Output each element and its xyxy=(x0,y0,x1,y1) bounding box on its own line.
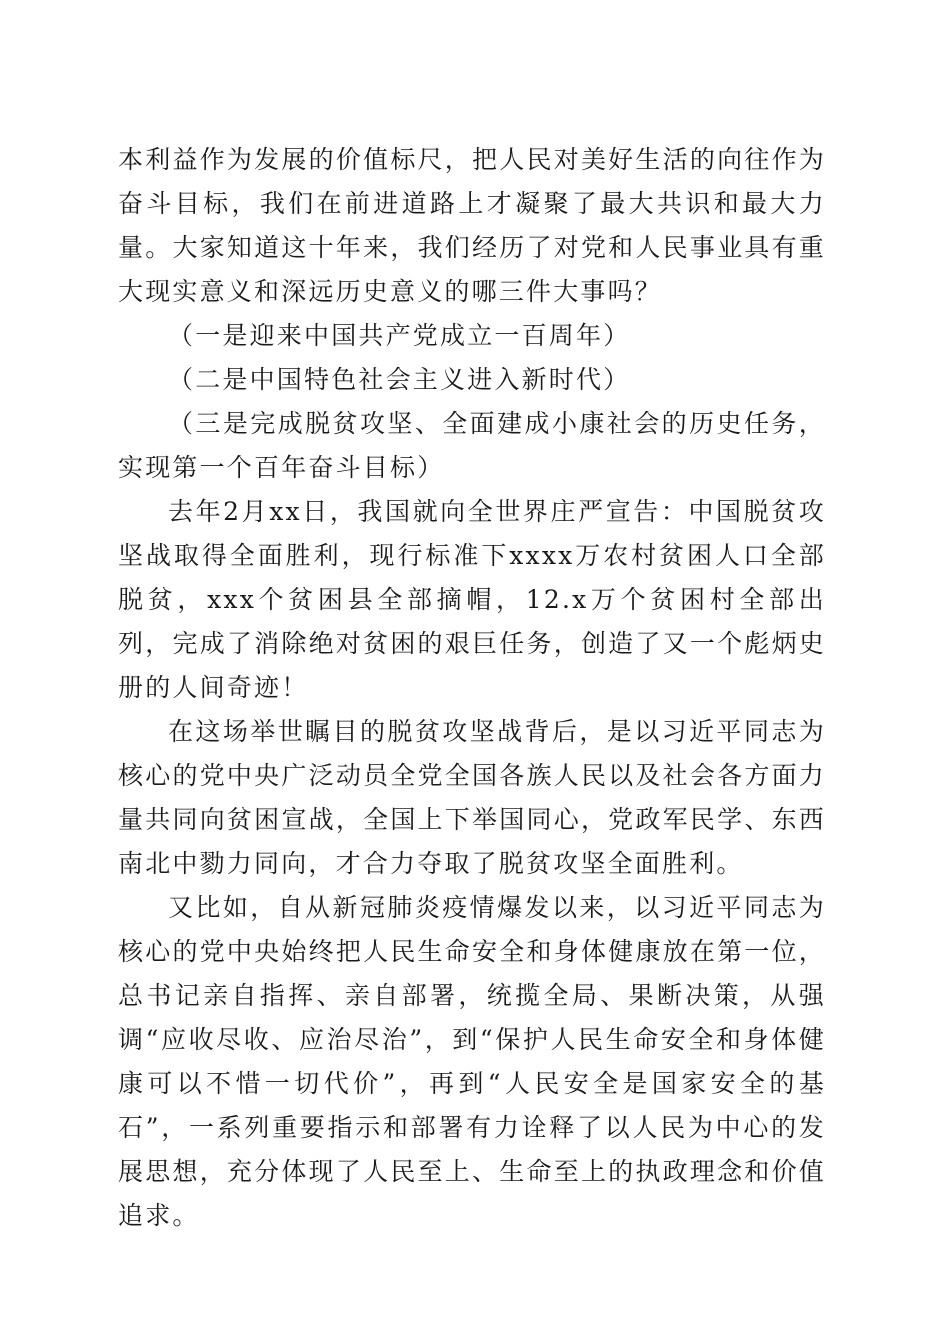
document-body xyxy=(118,138,826,1238)
paragraph-item-one: （一是迎来中国共产党成立一百周年） xyxy=(168,321,631,350)
paragraph-continuation: 本利益作为发展的价值标尺，把人民对美好生活的向往作为奋斗目标，我们在前进道路上才凝聚了最大共识和最大力量。大家知道这十年来，我们经历了对党和人民事业具有重大现实意义和深远历史意义的哪三件大事吗？ xyxy=(118,145,826,306)
paragraph-item-three: （三是完成脱贫攻坚、全面建成小康社会的历史任务，实现第一个百年奋斗目标） xyxy=(118,409,826,482)
paragraph-item-two: （二是中国特色社会主义进入新时代） xyxy=(168,365,631,394)
paragraph-poverty-battle: 在这场举世瞩目的脱贫攻坚战背后，是以习近平同志为核心的党中央广泛动员全党全国各族人民以及社会各方面力量共同向贫困宣战，全国上下举国同心，党政军民学、东西南北中勠力同向，才合力夺取了脱贫攻坚全面胜利。 xyxy=(118,717,826,878)
paragraph-pandemic: 又比如，自从新冠肺炎疫情爆发以来，以习近平同志为核心的党中央始终把人民生命安全和身体健康放在第一位，总书记亲自指挥、亲自部署，统揽全局、果断决策，从强调“应收尽收、应治尽治”，到“保护人民生命安全和身体健康可以不惜一切代价”，再到“人民安全是国家安全的基石”，一系列重要指示和部署有力诠释了以人民为中心的发展思想，充分体现了人民至上、生命至上的执政理念和价值追求。 xyxy=(118,893,826,1230)
paragraph-poverty-announcement: 去年2月xx日，我国就向全世界庄严宣告：中国脱贫攻坚战取得全面胜利，现行标准下xxxx万农村贫困人口全部脱贫，xxx个贫困县全部摘帽，12.x万个贫困村全部出列，完成了消除绝对贫困的艰巨任务，创造了又一个彪炳史册的人间奇迹！ xyxy=(118,497,826,702)
